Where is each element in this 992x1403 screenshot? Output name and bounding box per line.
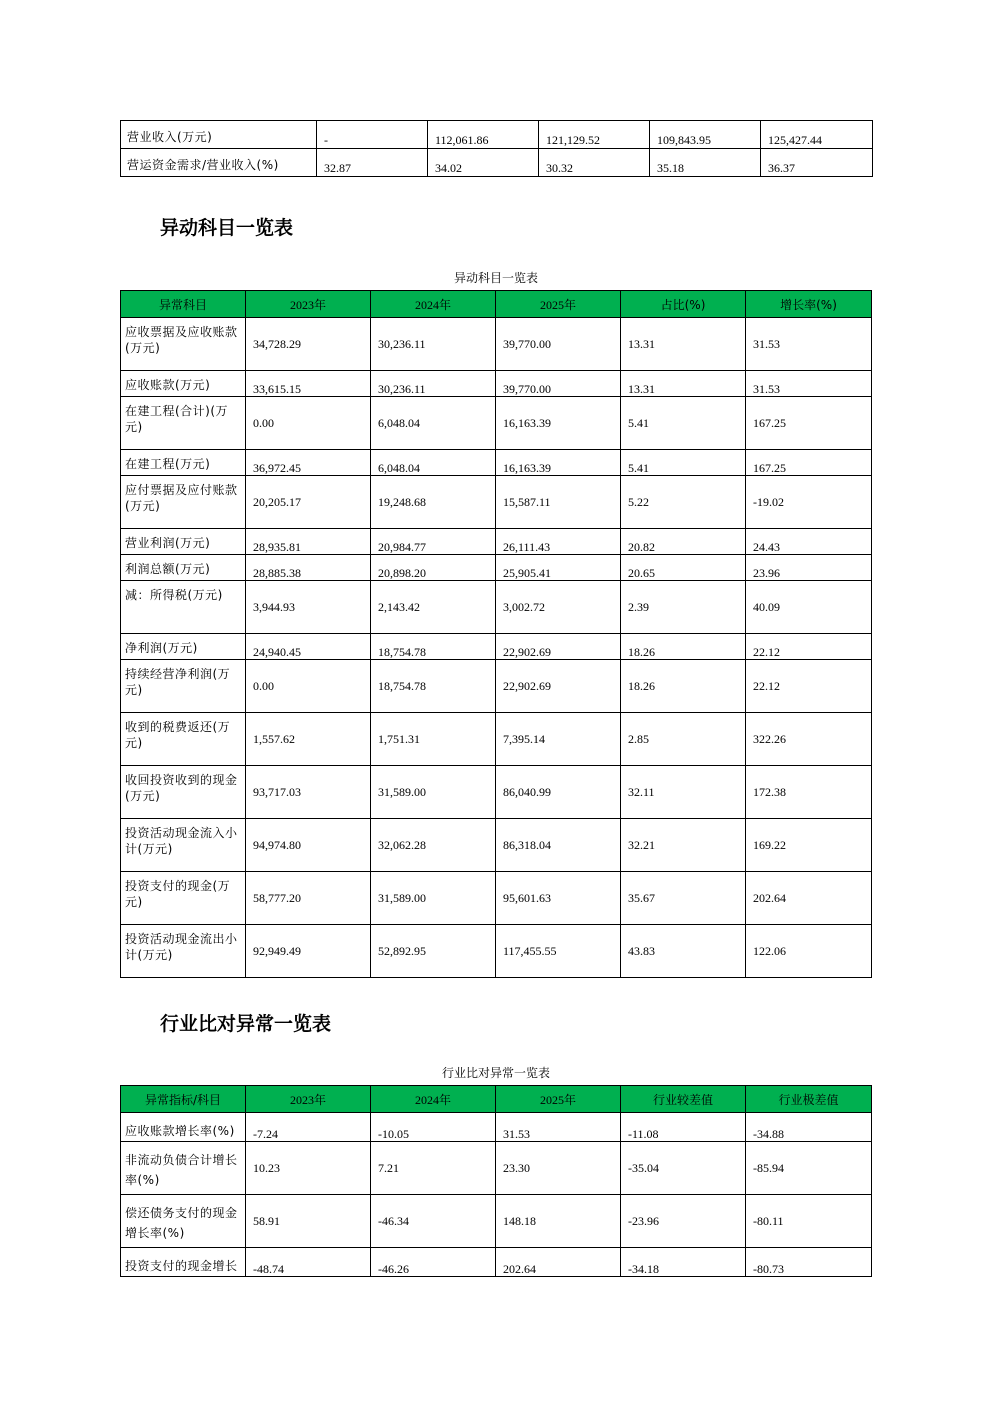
table-row (121, 925, 872, 978)
column-header: 2024年 (371, 291, 496, 318)
row-value: 40.09 (746, 581, 872, 634)
column-header: 占比(%) (621, 291, 746, 318)
row-value: 43.83 (621, 925, 746, 978)
row-value: 35.67 (621, 872, 746, 925)
row-label: 非流动负债合计增长率(%) (121, 1142, 246, 1195)
row-value: 32.87 (317, 149, 428, 177)
abnormal-items-table (120, 290, 872, 978)
row-value: 32.21 (621, 819, 746, 872)
row-value: 1,751.31 (371, 713, 496, 766)
row-value: 28,935.81 (246, 529, 371, 555)
table-row (121, 318, 872, 371)
row-value: 125,427.44 (761, 121, 873, 149)
row-value: 31.53 (746, 318, 872, 371)
table-row (121, 121, 873, 149)
row-value: 52,892.95 (371, 925, 496, 978)
row-value: 26,111.43 (496, 529, 621, 555)
row-value: 0.00 (246, 660, 371, 713)
column-header: 行业较差值 (621, 1086, 746, 1113)
row-value: 20.82 (621, 529, 746, 555)
row-value: 22.12 (746, 634, 872, 660)
row-value: 95,601.63 (496, 872, 621, 925)
row-value: 30,236.11 (371, 371, 496, 397)
row-value: 34,728.29 (246, 318, 371, 371)
row-value: 16,163.39 (496, 397, 621, 450)
row-value: 169.22 (746, 819, 872, 872)
row-value: 16,163.39 (496, 450, 621, 476)
row-value: 35.18 (650, 149, 761, 177)
table-row (121, 149, 873, 177)
row-value: 122.06 (746, 925, 872, 978)
row-value: 20,984.77 (371, 529, 496, 555)
table-caption-abnormal-items: 异动科目一览表 (453, 271, 538, 285)
row-value: 30.32 (539, 149, 650, 177)
row-label: 营业收入(万元) (121, 121, 317, 149)
row-value: 86,318.04 (496, 819, 621, 872)
industry-comparison-table (120, 1085, 872, 1277)
row-value: -80.73 (746, 1248, 872, 1277)
row-value: 31,589.00 (371, 766, 496, 819)
row-value: 32,062.28 (371, 819, 496, 872)
row-label: 在建工程(万元) (121, 450, 246, 476)
row-value: 34.02 (428, 149, 539, 177)
row-value: 202.64 (746, 872, 872, 925)
row-value: 22,902.69 (496, 660, 621, 713)
row-value: 58,777.20 (246, 872, 371, 925)
row-value: 23.96 (746, 555, 872, 581)
row-value: 36.37 (761, 149, 873, 177)
row-value: 172.38 (746, 766, 872, 819)
table-row (121, 555, 872, 581)
row-label: 应收账款增长率(%) (121, 1113, 246, 1142)
row-label: 持续经营净利润(万元) (121, 660, 246, 713)
row-label: 应收票据及应收账款(万元) (121, 318, 246, 371)
row-value: 18.26 (621, 660, 746, 713)
row-value: 94,974.80 (246, 819, 371, 872)
row-value: -80.11 (746, 1195, 872, 1248)
column-header: 2023年 (246, 1086, 371, 1113)
column-header: 2025年 (496, 291, 621, 318)
row-value: -34.18 (621, 1248, 746, 1277)
table-row (121, 1195, 872, 1248)
column-header: 2025年 (496, 1086, 621, 1113)
row-value: 148.18 (496, 1195, 621, 1248)
row-value: 13.31 (621, 318, 746, 371)
table-row (121, 819, 872, 872)
row-value: 86,040.99 (496, 766, 621, 819)
column-header: 异常科目 (121, 291, 246, 318)
row-value: 31.53 (746, 371, 872, 397)
row-value: -34.88 (746, 1113, 872, 1142)
row-value: 18,754.78 (371, 634, 496, 660)
row-value: 1,557.62 (246, 713, 371, 766)
row-value: -35.04 (621, 1142, 746, 1195)
table-row (121, 371, 872, 397)
row-value: 3,944.93 (246, 581, 371, 634)
row-value: -19.02 (746, 476, 872, 529)
table-row (121, 1142, 872, 1195)
row-label: 营运资金需求/营业收入(%) (121, 149, 317, 177)
revenue-table (120, 120, 873, 177)
row-value: 3,002.72 (496, 581, 621, 634)
column-header: 2024年 (371, 1086, 496, 1113)
row-value: 36,972.45 (246, 450, 371, 476)
row-value: 5.41 (621, 450, 746, 476)
row-value: 39,770.00 (496, 318, 621, 371)
row-value: -23.96 (621, 1195, 746, 1248)
table-row (121, 529, 872, 555)
row-value: 33,615.15 (246, 371, 371, 397)
row-value: 20,898.20 (371, 555, 496, 581)
row-value: 7.21 (371, 1142, 496, 1195)
table-row (121, 1248, 872, 1277)
column-header: 增长率(%) (746, 291, 872, 318)
column-header: 异常指标/科目 (121, 1086, 246, 1113)
row-value: 58.91 (246, 1195, 371, 1248)
row-value: 93,717.03 (246, 766, 371, 819)
row-value: -85.94 (746, 1142, 872, 1195)
row-label: 偿还债务支付的现金增长率(%) (121, 1195, 246, 1248)
row-value: 109,843.95 (650, 121, 761, 149)
row-value: 6,048.04 (371, 397, 496, 450)
table-row (121, 634, 872, 660)
row-label: 在建工程(合计)(万元) (121, 397, 246, 450)
row-label: 投资支付的现金(万元) (121, 872, 246, 925)
row-value: 23.30 (496, 1142, 621, 1195)
row-value: 30,236.11 (371, 318, 496, 371)
row-value: 19,248.68 (371, 476, 496, 529)
row-value: -7.24 (246, 1113, 371, 1142)
row-value: 7,395.14 (496, 713, 621, 766)
row-value: 117,455.55 (496, 925, 621, 978)
row-label: 营业利润(万元) (121, 529, 246, 555)
row-value: 5.22 (621, 476, 746, 529)
row-value: 167.25 (746, 397, 872, 450)
column-header: 2023年 (246, 291, 371, 318)
row-value: 2.39 (621, 581, 746, 634)
row-value: 0.00 (246, 397, 371, 450)
row-label: 收到的税费返还(万元) (121, 713, 246, 766)
row-label: 投资活动现金流出小计(万元) (121, 925, 246, 978)
row-label: 收回投资收到的现金(万元) (121, 766, 246, 819)
row-value: 24,940.45 (246, 634, 371, 660)
row-value: 20.65 (621, 555, 746, 581)
row-label: 投资支付的现金增长 (121, 1248, 246, 1277)
table-row (121, 766, 872, 819)
row-value: 13.31 (621, 371, 746, 397)
table-row (121, 1113, 872, 1142)
section-title-industry-comparison: 行业比对异常一览表 (160, 1013, 332, 1035)
table-row (121, 713, 872, 766)
row-value: 31,589.00 (371, 872, 496, 925)
row-value: 15,587.11 (496, 476, 621, 529)
row-label: 投资活动现金流入小计(万元) (121, 819, 246, 872)
row-value: 18.26 (621, 634, 746, 660)
row-label: 净利润(万元) (121, 634, 246, 660)
row-value: 18,754.78 (371, 660, 496, 713)
row-label: 减：所得税(万元) (121, 581, 246, 634)
table-row (121, 476, 872, 529)
row-value: 24.43 (746, 529, 872, 555)
row-value: 28,885.38 (246, 555, 371, 581)
row-label: 应付票据及应付账款(万元) (121, 476, 246, 529)
table-row (121, 660, 872, 713)
table-row (121, 872, 872, 925)
row-value: 31.53 (496, 1113, 621, 1142)
row-value: 20,205.17 (246, 476, 371, 529)
row-value: -10.05 (371, 1113, 496, 1142)
table-row (121, 397, 872, 450)
row-value: 5.41 (621, 397, 746, 450)
table-row (121, 581, 872, 634)
row-value: 121,129.52 (539, 121, 650, 149)
row-value: 10.23 (246, 1142, 371, 1195)
row-value: 25,905.41 (496, 555, 621, 581)
row-value: 167.25 (746, 450, 872, 476)
row-value: -11.08 (621, 1113, 746, 1142)
row-value: 112,061.86 (428, 121, 539, 149)
table-row (121, 450, 872, 476)
row-value: 202.64 (496, 1248, 621, 1277)
row-value: 6,048.04 (371, 450, 496, 476)
row-value: 92,949.49 (246, 925, 371, 978)
table-caption-industry-comparison: 行业比对异常一览表 (441, 1066, 550, 1080)
row-value: -46.26 (371, 1248, 496, 1277)
row-value: 22.12 (746, 660, 872, 713)
row-value: - (317, 121, 428, 149)
row-value: 22,902.69 (496, 634, 621, 660)
section-title-abnormal-items: 异动科目一览表 (160, 217, 294, 239)
column-header: 行业极差值 (746, 1086, 872, 1113)
row-value: -48.74 (246, 1248, 371, 1277)
row-value: 322.26 (746, 713, 872, 766)
row-value: 39,770.00 (496, 371, 621, 397)
row-value: 2,143.42 (371, 581, 496, 634)
row-value: 32.11 (621, 766, 746, 819)
row-label: 应收账款(万元) (121, 371, 246, 397)
row-label: 利润总额(万元) (121, 555, 246, 581)
row-value: -46.34 (371, 1195, 496, 1248)
row-value: 2.85 (621, 713, 746, 766)
